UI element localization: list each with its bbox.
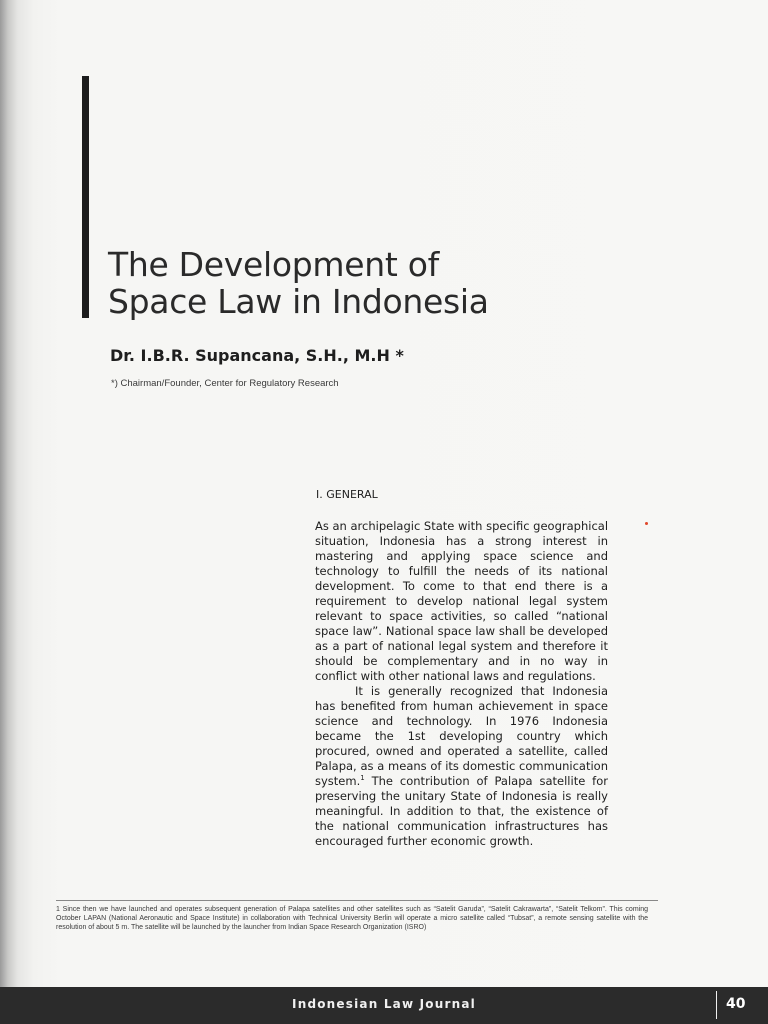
- article-title: [108, 246, 588, 320]
- footnote-marker: 1: [360, 774, 365, 783]
- footnote-divider: [56, 900, 658, 901]
- paragraph-2: [315, 684, 608, 849]
- page-number: 40: [726, 996, 746, 1012]
- footnote: 1 Since then we have launched and operates subsequent generation of Palapa satellites and other satellites such as “Satelit Garuda”, “Satelit Cakrawarta”, “Satelit Telkom”. This coming October LAPAN (National Aeronautic and Space Institute) in collaboration with Technical University Berlin will operate a micro satellite called “Tubsat”, a remote sensing satellite with the resolution of about 5 m. The satellite will be launched by the launcher from Indian Space Research Organization (ISRO): [56, 906, 648, 931]
- footer-band: [0, 987, 768, 1024]
- author-affiliation: *) Chairman/Founder, Center for Regulatory Research: [111, 378, 339, 389]
- footer-divider: [716, 991, 717, 1019]
- article-title-line2: Space Law in Indonesia: [108, 282, 489, 321]
- margin-mark: [645, 522, 648, 525]
- journal-name: Indonesian Law Journal: [292, 997, 476, 1011]
- body-text: [315, 519, 608, 849]
- paragraph-2-text-b: The contribution of Palapa satellite for preserving the unitary State of Indonesia is really meaningful. In addition to that, the existence of the national communication infrastructures has encouraged further economic growth.: [315, 774, 608, 848]
- paragraph-1: As an archipelagic State with specific geographical situation, Indonesia has a strong interest in mastering and applying space science and technology to fulfill the needs of its national development. To come to that end there is a requirement to develop national legal system relevant to space activities, so called “national space law”. National space law shall be developed as a part of national legal system and therefore it should be complementary and in no way in conflict with other national laws and regulations.: [315, 519, 609, 683]
- article-title-line1: The Development of: [108, 245, 439, 284]
- section-heading: I. GENERAL: [316, 488, 378, 501]
- paragraph-2-text-a: It is generally recognized that Indonesia has benefited from human achievement in space science and technology. In 1976 Indonesia became the 1st developing country which procured, owned and operated a satellite, called Palapa, as a means of its domestic communication system.: [315, 684, 608, 788]
- author-name: Dr. I.B.R. Supancana, S.H., M.H *: [110, 346, 404, 365]
- title-accent-bar: [82, 76, 89, 318]
